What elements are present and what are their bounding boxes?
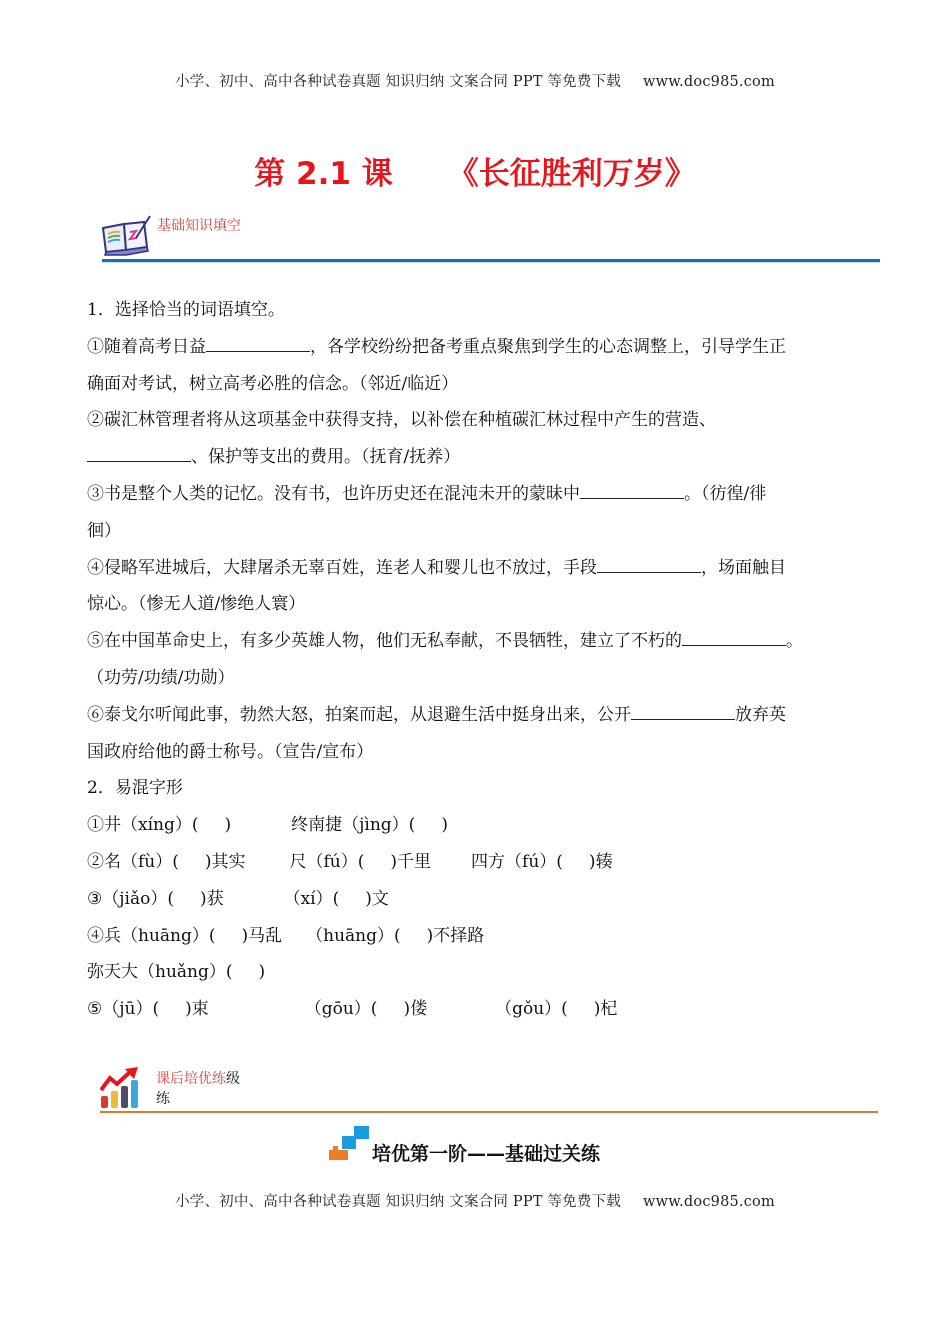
- answer-blank[interactable]: [580, 480, 684, 499]
- question-2-row-5: 弥天大（huǎng）( ): [87, 962, 266, 983]
- lesson-number: 第 2.1 课: [254, 156, 393, 192]
- question-2-row-4: ④兵（huāng）( )马乱 （huāng）( )不择路: [87, 925, 485, 946]
- answer-blank[interactable]: [206, 333, 310, 352]
- section-after-class-practice: [100, 1066, 878, 1114]
- growth-chart-icon: [100, 1066, 144, 1114]
- question-1-item-1: ①随着高考日益 ，各学校纷纷把备考重点聚焦到学生的心态调整上，引导学生正 确面对考试，树立高考必胜的信念。（邻近/临近）: [87, 333, 887, 407]
- section-divider: [100, 1111, 878, 1113]
- header-text: 小学、初中、高中各种试卷真题 知识归纳 文案合同 PPT 等免费下载: [175, 74, 621, 90]
- exercise-content: [87, 296, 887, 1032]
- question-1-item-2: ②碳汇林管理者将从这项基金中获得支持，以补偿在种植碳汇林过程中产生的营造、 、保护等支出的费用。（抚育/抚养）: [87, 410, 716, 468]
- page-title: [0, 148, 950, 193]
- open-book-icon: [100, 214, 152, 260]
- answer-blank[interactable]: [631, 701, 735, 720]
- lesson-name: 《长征胜利万岁》: [447, 156, 696, 192]
- header-url[interactable]: www.doc985.com: [642, 74, 775, 90]
- steps-icon: [328, 1126, 370, 1166]
- question-1-heading: 1．选择恰当的词语填空。: [87, 300, 285, 320]
- question-1-item-3: ③书是整个人类的记忆。没有书，也许历史还在混沌未开的蒙昧中 。（彷徨/徘 徊）: [87, 480, 887, 554]
- section-label-line2: 练: [156, 1091, 170, 1107]
- answer-blank[interactable]: [682, 627, 786, 646]
- question-1-item-6: ⑥泰戈尔听闻此事，勃然大怒，拍案而起，从退避生活中挺身出来，公开 放弃英 国政府给他的爵士称号。（宣告/宣布）: [87, 701, 887, 775]
- section-basic-knowledge: [100, 208, 880, 263]
- section-label: 基础知识填空: [157, 218, 241, 234]
- stage-label: 培优第一阶——基础过关练: [372, 1143, 601, 1165]
- question-2-heading: 2．易混字形: [87, 778, 183, 799]
- footer-url[interactable]: www.doc985.com: [642, 1194, 775, 1210]
- answer-blank[interactable]: [597, 554, 701, 573]
- footer-text: 小学、初中、高中各种试卷真题 知识归纳 文案合同 PPT 等免费下载: [175, 1194, 621, 1210]
- question-2-row-1: ①井（xíng）( ) 终南捷（jìng）( ): [87, 815, 448, 836]
- section-label: 课后培优练级: [156, 1071, 240, 1087]
- question-2-row-3: ③（jiǎo）( )获 （xí）( )文: [87, 888, 389, 909]
- page-footer: [0, 1190, 950, 1211]
- question-2-row-6: ⑤（jū）( )束 （gōu）( )偻 （gǒu）( )杞: [87, 999, 618, 1020]
- question-1-item-5: ⑤在中国革命史上，有多少英雄人物，他们无私奉献，不畏牺牲，建立了不朽的 。 （功劳/功绩/功勋）: [87, 627, 887, 701]
- question-2-row-2: ②名（fù）( )其实 尺（fú）( )千里 四方（fú）( )辏: [87, 851, 613, 872]
- question-1-item-4: ④侵略军进城后，大肆屠杀无辜百姓，连老人和婴儿也不放过，手段 ，场面触目 惊心。（惨无人道/惨绝人寰）: [87, 554, 887, 628]
- answer-blank[interactable]: [87, 443, 191, 462]
- section-divider-shadow: [102, 262, 880, 263]
- page-header: [0, 70, 950, 91]
